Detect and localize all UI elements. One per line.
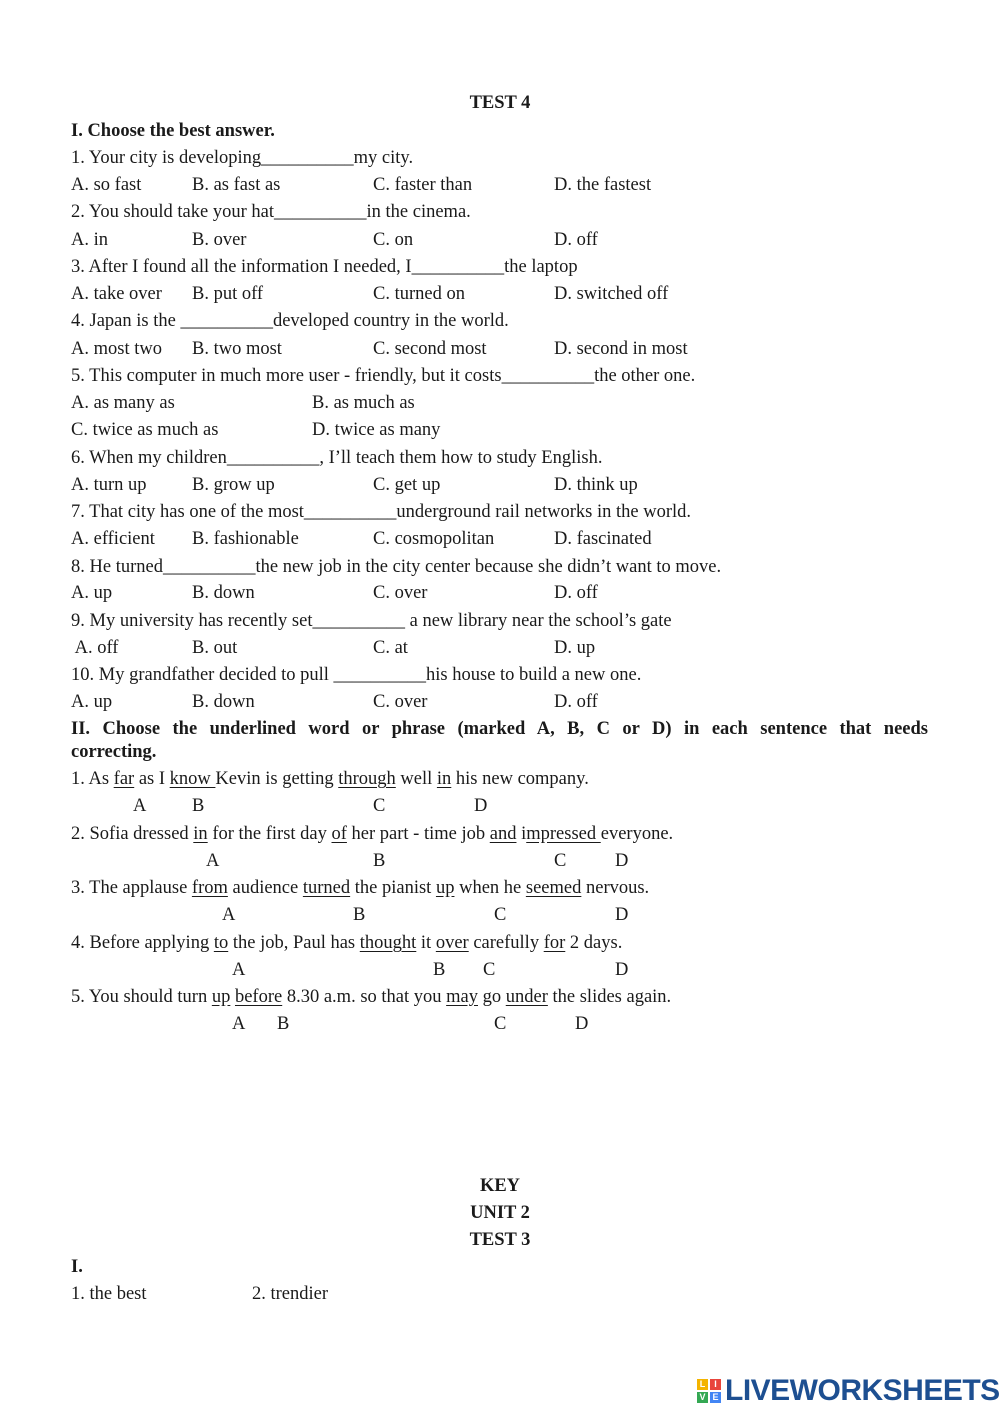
underlined-option[interactable]: under [505,987,548,1007]
answer-option[interactable]: D. switched off [554,284,669,304]
answer-option[interactable]: B. as much as [312,393,415,413]
sentence-text: as I [134,769,170,789]
stem-text: underground rail networks in the world. [396,502,691,522]
answer-option[interactable]: C. cosmopolitan [373,529,495,549]
answer-blank[interactable]: __________ [226,448,320,468]
answer-blank[interactable]: __________ [333,665,427,685]
error-sentence [71,823,673,845]
stem-text: , I’ll teach them how to study English. [319,448,603,468]
page-title: TEST 4 [469,93,531,113]
section2-heading-line2: correcting. [71,742,157,762]
error-sentence [71,877,649,899]
answer-option[interactable]: A. up [71,692,113,712]
sentence-text: 4. Before applying [71,933,214,953]
option-letter-label: A [222,905,236,925]
underlined-option[interactable]: from [191,878,228,898]
answer-option[interactable]: A. in [71,230,108,250]
underlined-option[interactable]: for [543,933,566,953]
underlined-option[interactable]: may [446,987,478,1007]
answer-option[interactable]: C. on [373,230,414,250]
underlined-option[interactable]: up [211,987,231,1007]
sentence-text: the pianist [350,878,436,898]
answer-option[interactable]: D. second in most [554,339,688,359]
underlined-option[interactable]: and [489,824,517,844]
answer-option[interactable]: C. faster than [373,175,473,195]
stem-text: 6. When my children [71,448,227,468]
sentence-text: 1. As [71,769,114,789]
option-letter-label: C [494,1014,507,1034]
sentence-text: 2 days. [565,933,623,953]
answer-option[interactable]: D. off [554,692,598,712]
option-letter-label: B [353,905,366,925]
answer-option[interactable]: A. so fast [71,175,142,195]
stem-text: 1. Your city is developing [71,148,262,168]
sentence-text: 5. You should turn [71,987,212,1007]
underlined-option[interactable]: turned [302,878,351,898]
answer-option[interactable]: B. as fast as [192,175,281,195]
key-unit: UNIT 2 [470,1203,530,1223]
option-letter-label: A [232,960,246,980]
underlined-option[interactable]: thought [359,933,417,953]
error-sentence [71,932,622,954]
underlined-option[interactable]: up [435,878,455,898]
logo-tile-l: L [697,1379,708,1390]
answer-option[interactable]: A. efficient [71,529,155,549]
stem-text: 5. This computer in much more user - friendly, but it costs [71,366,502,386]
stem-text: my city. [353,148,414,168]
underlined-option[interactable]: far [113,769,135,789]
stem-text: a new library near the school’s gate [404,611,672,631]
sentence-text: well [395,769,437,789]
error-sentence [71,986,671,1008]
answer-blank[interactable]: __________ [180,311,273,331]
sentence-text: her part - time job [346,824,490,844]
option-letter-label: D [615,960,629,980]
question-stem [71,556,721,578]
sentence-text: the job, Paul has [228,933,360,953]
answer-option[interactable]: B. fashionable [192,529,299,549]
answer-option[interactable]: B. two most [192,339,282,359]
stem-text: in the cinema. [366,202,471,222]
stem-text: 4. Japan is the [71,311,181,331]
sentence-text: when he [454,878,526,898]
answer-blank[interactable]: __________ [274,202,367,222]
answer-option[interactable]: B. down [192,692,255,712]
answer-option[interactable]: A. off [71,638,119,658]
sentence-text: audience [227,878,303,898]
option-letter-label: D [474,796,488,816]
error-sentence [71,768,589,790]
answer-blank[interactable]: __________ [501,366,595,386]
sentence-text: i [516,824,527,844]
answer-option[interactable]: D. off [554,230,598,250]
key-answer-2: 2. trendier [252,1284,329,1304]
question-stem [71,447,602,469]
answer-blank[interactable]: __________ [261,148,354,168]
sentence-text: 2. Sofia dressed [71,824,194,844]
answer-blank[interactable]: __________ [162,557,256,577]
answer-option[interactable]: C. second most [373,339,487,359]
question-stem [71,501,691,523]
answer-blank[interactable]: __________ [312,611,405,631]
sentence-text: everyone. [600,824,674,844]
question-stem [71,201,471,223]
option-letter-label: B [277,1014,290,1034]
option-letter-label: A [206,851,220,871]
answer-option[interactable]: D. think up [554,475,638,495]
option-letter-label: A [232,1014,246,1034]
logo-tile-i: I [710,1379,721,1390]
sentence-text: go [478,987,506,1007]
answer-option[interactable]: D. fascinated [554,529,652,549]
answer-option[interactable]: B. over [192,230,247,250]
sentence-text: the slides again. [547,987,672,1007]
answer-option[interactable]: B. down [192,583,255,603]
logo-icon [697,1379,721,1403]
option-letter-label: B [373,851,386,871]
answer-option[interactable]: C. at [373,638,408,658]
option-letter-label: C [554,851,567,871]
answer-option[interactable]: A. turn up [71,475,147,495]
answer-option[interactable]: C. get up [373,475,441,495]
stem-text: developed country in the world. [272,311,509,331]
sentence-text: Kevin is getting [215,769,339,789]
answer-option[interactable]: D. up [554,638,596,658]
underlined-option[interactable]: through [338,769,396,789]
answer-option[interactable]: D. off [554,583,598,603]
option-letter-label: C [494,905,507,925]
sentence-text: nervous. [581,878,650,898]
stem-text: the laptop [504,257,578,277]
option-letter-label: C [373,796,386,816]
underlined-option[interactable]: in [436,769,452,789]
stem-text: the other one. [594,366,696,386]
underlined-option[interactable]: mpressed [526,824,601,844]
answer-option[interactable]: D. twice as many [312,420,441,440]
key-title: KEY [479,1176,521,1196]
stem-text: 9. My university has recently set [71,611,313,631]
underlined-option[interactable]: of [331,824,347,844]
option-letter-label: D [575,1014,589,1034]
stem-text: the new job in the city center because she didn’t want to move. [255,557,722,577]
option-letter-label: D [615,905,629,925]
question-stem [71,664,641,686]
logo-tile-v: V [697,1392,708,1403]
underlined-option[interactable]: before [234,987,283,1007]
answer-option[interactable]: C. over [373,692,428,712]
option-letter-label: C [483,960,496,980]
underlined-option[interactable]: seemed [525,878,582,898]
answer-option[interactable]: C. over [373,583,428,603]
option-letter-label: A [133,796,147,816]
question-stem [71,610,672,632]
option-letter-label: B [433,960,446,980]
answer-blank[interactable]: __________ [303,502,397,522]
answer-option[interactable]: A. as many as [71,393,175,413]
section2-heading-line1: II. Choose the underlined word or phrase (marked A, B, C or D) in each sentence that needs [71,719,928,739]
key-test: TEST 3 [469,1230,531,1250]
key-section: I. [71,1257,83,1277]
stem-text: 8. He turned [71,557,163,577]
answer-option[interactable]: B. out [192,638,238,658]
answer-option[interactable]: B. grow up [192,475,275,495]
liveworksheets-logo[interactable] [697,1376,1000,1406]
logo-text: LIVEWORKSHEETS [725,1374,1000,1407]
underlined-option[interactable]: to [213,933,229,953]
option-letter-label: B [192,796,205,816]
answer-option[interactable]: A. take over [71,284,162,304]
question-stem [71,147,413,169]
answer-option[interactable]: C. twice as much as [71,420,219,440]
key-answer-1: 1. the best [71,1284,147,1304]
answer-option[interactable]: D. the fastest [554,175,652,195]
option-letter-label: D [615,851,629,871]
sentence-text: 8.30 a.m. so that you [282,987,447,1007]
underlined-option[interactable]: know [169,769,216,789]
sentence-text: it [416,933,436,953]
answer-option[interactable]: C. turned on [373,284,465,304]
sentence-text: carefully [468,933,544,953]
answer-option[interactable]: A. up [71,583,113,603]
question-stem [71,365,695,387]
sentence-text: his new company. [451,769,589,789]
sentence-text: for the first day [207,824,332,844]
sentence-text: 3. The applause [71,878,192,898]
stem-text: 3. After I found all the information I needed, I [71,257,412,277]
question-stem [71,310,509,332]
answer-blank[interactable]: __________ [411,257,505,277]
answer-option[interactable]: A. most two [71,339,162,359]
stem-text: 7. That city has one of the most [71,502,304,522]
answer-option[interactable]: B. put off [192,284,264,304]
question-stem [71,256,578,278]
underlined-option[interactable]: in [193,824,208,844]
stem-text: 2. You should take your hat [71,202,274,222]
underlined-option[interactable]: over [435,933,469,953]
stem-text: 10. My grandfather decided to pull [71,665,334,685]
section1-heading: I. Choose the best answer. [71,121,275,141]
logo-tile-e: E [710,1392,721,1403]
stem-text: his house to build a new one. [426,665,642,685]
